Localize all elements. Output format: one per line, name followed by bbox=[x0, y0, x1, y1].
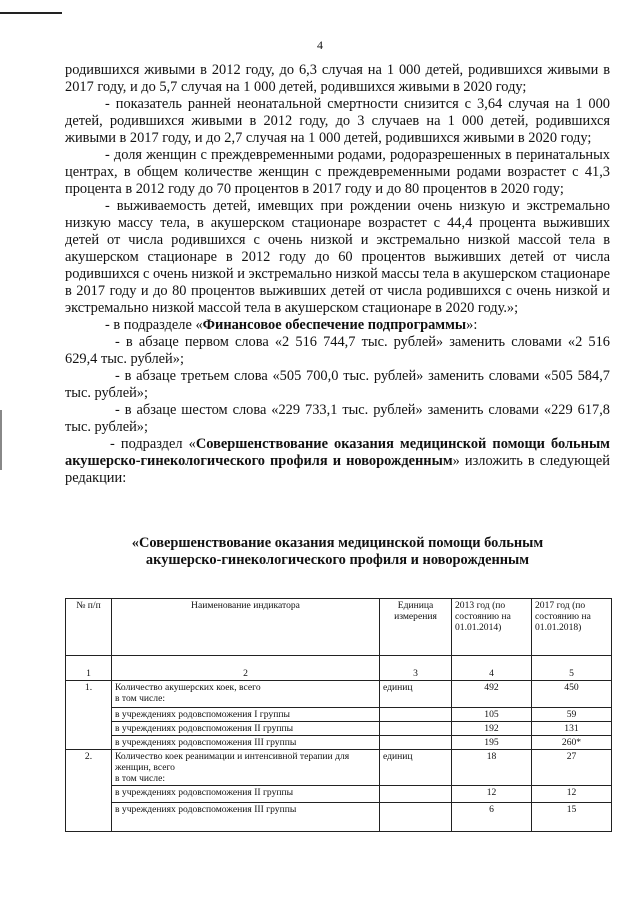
scan-edge-mark bbox=[0, 410, 2, 470]
indicator-name: в учреждениях родовспоможения I группы bbox=[112, 708, 380, 722]
table-row bbox=[66, 803, 612, 832]
subsection-replace-prefix: - подраздел « bbox=[110, 436, 196, 452]
value-2013: 6 bbox=[452, 803, 532, 832]
col-number: 5 bbox=[532, 656, 612, 681]
indicator-unit bbox=[380, 708, 452, 722]
indicator-unit: единиц bbox=[380, 750, 452, 786]
indicator-unit bbox=[380, 736, 452, 750]
value-2017: 131 bbox=[532, 722, 612, 736]
column-number-row bbox=[66, 656, 612, 681]
subsection-finance-title: Финансовое обеспечение подпрограммы bbox=[202, 317, 467, 333]
col-number: 2 bbox=[112, 656, 380, 681]
table-row bbox=[66, 736, 612, 750]
header-number: № п/п bbox=[66, 599, 112, 656]
table-header-row bbox=[66, 599, 612, 656]
row-number: 2. bbox=[66, 750, 112, 832]
indicator-name: Количество коек реанимации и интенсивной терапии для женщин, всего в том числе: bbox=[112, 750, 380, 786]
paragraph-4: - выживаемость детей, имевщих при рождении очень низкую и экстремально низкую массу тела, в акушерском стационаре возрастет с 44,4 процента выживших детей от числа родившихся с очень низкой и экстремально низкой массой тела в акушерском стационаре в 2012 году до 60 процентов выживших детей от числа родившихся с очень низкой и экстремально низкой массы тела в акушерском стационаре в 2017 году и до 80 процентов выживших детей от числа родившихся с очень низкой и экстремально низкой массой тела в акушерском стационаре в 2020 году.»; bbox=[65, 198, 610, 316]
replacement-3: - в абзаце шестом слова «229 733,1 тыс. рублей» заменить словами «229 617,8 тыс. рублей»; bbox=[65, 402, 610, 435]
section-heading-line-1: «Совершенствование оказания медицинской помощи больным bbox=[131, 535, 544, 551]
subsection-replace-line bbox=[65, 436, 610, 487]
table-row bbox=[66, 708, 612, 722]
page-number: 4 bbox=[317, 38, 323, 52]
table-row bbox=[66, 750, 612, 786]
header-2017: 2017 год (по состоянию на 01.01.2018) bbox=[532, 599, 612, 656]
value-2013: 12 bbox=[452, 786, 532, 803]
replacement-2: - в абзаце третьем слова «505 700,0 тыс. рублей» заменить словами «505 584,7 тыс. рублей»; bbox=[65, 368, 610, 401]
value-2013: 18 bbox=[452, 750, 532, 786]
subsection-finance-prefix: - в подразделе « bbox=[105, 317, 203, 333]
header-2013: 2013 год (по состоянию на 01.01.2014) bbox=[452, 599, 532, 656]
table-row bbox=[66, 722, 612, 736]
indicator-name: Количество акушерских коек, всего в том числе: bbox=[112, 681, 380, 708]
subsection-finance-suffix: »: bbox=[466, 317, 478, 333]
value-2017: 15 bbox=[532, 803, 612, 832]
value-2017: 27 bbox=[532, 750, 612, 786]
value-2013: 195 bbox=[452, 736, 532, 750]
value-2017: 59 bbox=[532, 708, 612, 722]
table-row bbox=[66, 681, 612, 708]
top-edge-line bbox=[0, 12, 62, 14]
subsection-finance-line bbox=[65, 317, 610, 334]
value-2013: 105 bbox=[452, 708, 532, 722]
indicator-unit bbox=[380, 786, 452, 803]
indicator-unit: единиц bbox=[380, 681, 452, 708]
section-heading-line-2: акушерско-гинекологического профиля и новорожденным bbox=[145, 552, 530, 568]
body-text bbox=[65, 62, 610, 487]
indicator-unit bbox=[380, 722, 452, 736]
header-indicator-name: Наименование индикатора bbox=[112, 599, 380, 656]
paragraph-1: родившихся живыми в 2012 году, до 6,3 случая на 1 000 детей, родившихся живыми в 2017 году, и до 5,7 случая на 1 000 детей, родившихся живыми в 2020 году; bbox=[65, 62, 610, 95]
col-number: 3 bbox=[380, 656, 452, 681]
subsection-replace-title: Совершенствование оказания медицинской помощи больным акушерско-гинекологического профиля и новорожденным bbox=[65, 436, 610, 469]
indicator-table bbox=[65, 598, 612, 832]
indicator-name: в учреждениях родовспоможения II группы bbox=[112, 786, 380, 803]
indicator-name: в учреждениях родовспоможения III группы bbox=[112, 803, 380, 832]
row-number: 1. bbox=[66, 681, 112, 750]
value-2017: 450 bbox=[532, 681, 612, 708]
value-2013: 492 bbox=[452, 681, 532, 708]
col-number: 1 bbox=[66, 656, 112, 681]
section-heading bbox=[65, 535, 610, 569]
subsection-replace-suffix: » изложить в следующей редакции: bbox=[65, 453, 610, 486]
table-row bbox=[66, 786, 612, 803]
replacement-1: - в абзаце первом слова «2 516 744,7 тыс. рублей» заменить словами «2 516 629,4 тыс. рублей»; bbox=[65, 334, 610, 367]
value-2017: 260* bbox=[532, 736, 612, 750]
indicator-unit bbox=[380, 803, 452, 832]
paragraph-3: - доля женщин с преждевременными родами, родоразрешенных в перинатальных центрах, в общем количестве женщин с преждевременными родами возрастет с 41,3 процента в 2012 году до 70 процентов в 2017 году и до 80 процентов в 2020 году; bbox=[65, 147, 610, 197]
indicator-name: в учреждениях родовспоможения III группы bbox=[112, 736, 380, 750]
indicator-name: в учреждениях родовспоможения II группы bbox=[112, 722, 380, 736]
value-2017: 12 bbox=[532, 786, 612, 803]
header-unit: Единица измерения bbox=[380, 599, 452, 656]
col-number: 4 bbox=[452, 656, 532, 681]
paragraph-2: - показатель ранней неонатальной смертности снизится с 3,64 случая на 1 000 детей, родившихся живыми в 2012 году, до 3 случаев на 1 000 детей, родившихся живыми в 2017 году, и до 2,7 случая на 1 000 детей, родившихся живыми в 2020 году; bbox=[65, 96, 610, 146]
value-2013: 192 bbox=[452, 722, 532, 736]
